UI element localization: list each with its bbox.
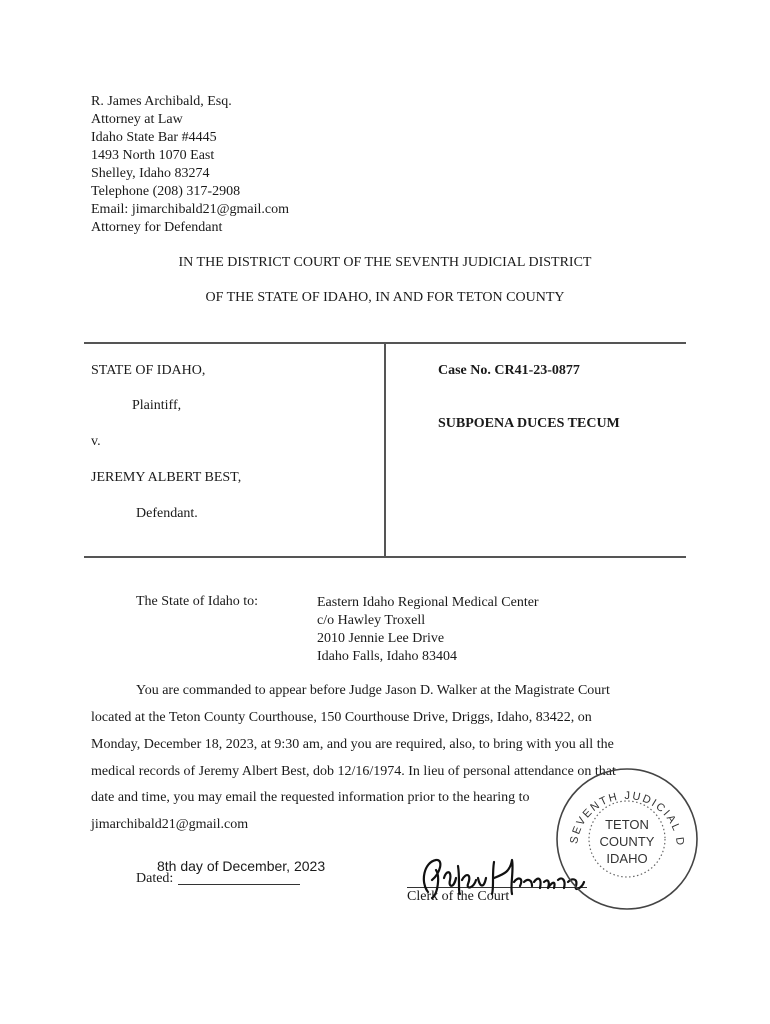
defendant-party: JEREMY ALBERT BEST, [91, 470, 242, 485]
court-heading-line2: OF THE STATE OF IDAHO, IN AND FOR TETON COUNTY [205, 290, 565, 305]
case-number: Case No. CR41-23-0877 [438, 363, 580, 378]
body-line3: Monday, December 18, 2023, at 9:30 am, and you are required, also, to bring with you all the [91, 737, 614, 752]
caption-divider [384, 342, 386, 557]
addressee-block [317, 594, 539, 666]
court-seal [553, 765, 698, 913]
addressee-line4: Idaho Falls, Idaho 83404 [317, 649, 457, 664]
plaintiff-party: STATE OF IDAHO, [91, 363, 206, 378]
attorney-city: Shelley, Idaho 83274 [91, 166, 210, 181]
attorney-title: Attorney at Law [91, 112, 183, 127]
versus: v. [91, 434, 101, 449]
defendant-label: Defendant. [136, 506, 198, 521]
addressee-label: The State of Idaho to: [136, 594, 259, 609]
dated-value: 8th day of December, 2023 [157, 858, 326, 874]
caption-bottom-rule [84, 556, 686, 558]
document-title: SUBPOENA DUCES TECUM [438, 416, 620, 431]
attorney-block [91, 93, 289, 237]
body-line5: date and time, you may email the requested information prior to the hearing to [91, 790, 530, 805]
body-line2: located at the Teton County Courthouse, 150 Courthouse Drive, Driggs, Idaho, 83422, on [91, 710, 592, 725]
attorney-street: 1493 North 1070 East [91, 148, 215, 163]
attorney-role: Attorney for Defendant [91, 220, 223, 235]
body-line6: jimarchibald21@gmail.com [91, 817, 249, 832]
court-heading-line1: IN THE DISTRICT COURT OF THE SEVENTH JUDICIAL DISTRICT [178, 255, 592, 270]
court-seal-graphic [553, 765, 698, 913]
clerk-label: Clerk of the Court [407, 889, 510, 904]
addressee-line1: Eastern Idaho Regional Medical Center [317, 595, 539, 610]
attorney-name: R. James Archibald, Esq. [91, 94, 232, 109]
dated-underline [178, 884, 300, 885]
seal-arc-text: SEVENTH JUDICIAL D [568, 789, 687, 848]
seal-line2: COUNTY [599, 834, 655, 849]
attorney-phone: Telephone (208) 317-2908 [91, 184, 241, 199]
plaintiff-label: Plaintiff, [132, 398, 182, 413]
seal-line1: TETON [605, 817, 649, 832]
addressee-line3: 2010 Jennie Lee Drive [317, 631, 445, 646]
body-line4: medical records of Jeremy Albert Best, dob 12/16/1974. In lieu of personal attendance on that [91, 764, 616, 779]
body-line1: You are commanded to appear before Judge Jason D. Walker at the Magistrate Court [136, 683, 610, 698]
attorney-email: Email: jimarchibald21@gmail.com [91, 202, 289, 217]
dated-label: Dated: [136, 871, 174, 886]
addressee-line2: c/o Hawley Troxell [317, 613, 426, 628]
attorney-bar-number: Idaho State Bar #4445 [91, 130, 217, 145]
seal-line3: IDAHO [606, 851, 648, 866]
